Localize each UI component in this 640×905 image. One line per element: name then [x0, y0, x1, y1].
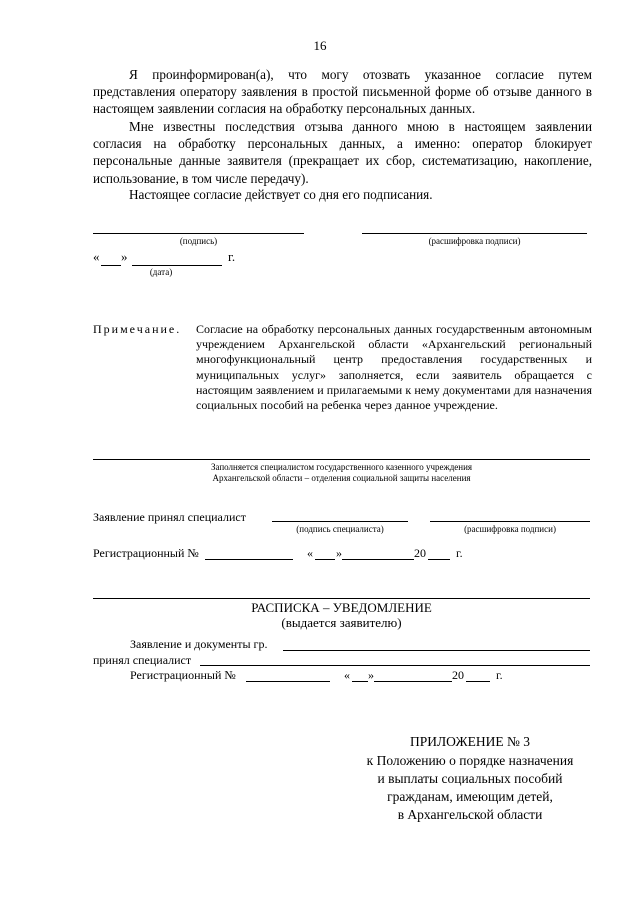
receipt-year-line[interactable]	[466, 681, 490, 682]
date-quote-close: »	[121, 249, 128, 264]
date-day-line[interactable]	[101, 265, 121, 266]
date-year-suffix: г.	[228, 249, 236, 264]
appendix-line-3: гражданам, имеющим детей,	[387, 789, 553, 804]
signature-caption: (подпись)	[179, 236, 218, 246]
appendix-line-2: и выплаты социальных пособий	[377, 771, 563, 786]
receipt-documents-label: Заявление и документы гр.	[130, 637, 268, 651]
date-month-line[interactable]	[132, 265, 222, 266]
specialist-fill-note-line2: Архангельской области – отделения социальной защиты населения	[212, 473, 471, 483]
receipt-day-line[interactable]	[352, 681, 368, 682]
reg-year-suffix: г.	[456, 546, 463, 560]
note-text: Согласие на обработку персональных данных государственным автономным учреждением Архангельской области «Архангельский региональный многофункциональный центр предоставления государственных и муниципальных услуг» заполняется, если заявитель обращается с настоящим заявлением и прилагаемыми к нему документами для назначения социальных пособий на ребенка через данное учреждение.	[196, 322, 592, 413]
paragraph-consequences: Мне известны последствия отзыва данного мною в настоящем заявлении согласия на обработку персональных данных, а именно: оператор блокирует персональные данные заявителя (прекращает их сбор, систематизацию, накопление, использование, в том числе передачу).	[93, 119, 592, 186]
appendix-line-1: к Положению о порядке назначения	[366, 753, 574, 768]
receipt-registration-line[interactable]	[246, 681, 330, 682]
paragraph-validity: Настоящее согласие действует со дня его подписания.	[129, 187, 433, 202]
paragraph-revocation: Я проинформирован(а), что могу отозвать указанное согласие путем представления оператору заявления в простой письменной форме об отзыве данного в настоящем заявлении согласия на обработку персональных данных.	[93, 67, 592, 117]
reg-day-line[interactable]	[315, 559, 335, 560]
decoding-line[interactable]	[362, 233, 587, 234]
appendix-line-4: в Архангельской области	[397, 807, 543, 822]
section-divider-line	[93, 459, 590, 460]
receipt-registration-label: Регистрационный №	[130, 668, 236, 682]
receipt-quote-close: »	[368, 668, 374, 682]
receipt-subtitle: (выдается заявителю)	[281, 615, 402, 630]
date-quote-open: «	[93, 249, 100, 264]
specialist-decoding-line[interactable]	[430, 521, 590, 522]
reg-quote-open: «	[307, 546, 313, 560]
registration-number-line[interactable]	[205, 559, 293, 560]
specialist-signature-caption: (подпись специалиста)	[296, 524, 384, 534]
appendix-title: ПРИЛОЖЕНИЕ № 3	[409, 734, 531, 749]
specialist-decoding-caption: (расшифровка подписи)	[464, 524, 556, 534]
applicant-name-line[interactable]	[283, 650, 590, 651]
receipt-divider-line	[93, 598, 590, 599]
signature-line[interactable]	[93, 233, 304, 234]
receipt-quote-open: «	[344, 668, 350, 682]
receipt-specialist-line[interactable]	[200, 665, 590, 666]
note-label: Примечание.	[93, 322, 182, 336]
reg-quote-close: »	[336, 546, 342, 560]
receipt-year-prefix: 20	[452, 668, 464, 682]
receipt-accepted-label: принял специалист	[93, 653, 192, 667]
receipt-year-suffix: г.	[496, 668, 503, 682]
accepted-by-specialist-label: Заявление принял специалист	[93, 510, 246, 524]
receipt-month-line[interactable]	[374, 681, 452, 682]
specialist-fill-note-line1: Заполняется специалистом государственного казенного учреждения	[210, 462, 473, 472]
reg-year-prefix: 20	[414, 546, 426, 560]
registration-number-label: Регистрационный №	[93, 546, 199, 560]
receipt-title: РАСПИСКА – УВЕДОМЛЕНИЕ	[251, 600, 432, 615]
specialist-signature-line[interactable]	[272, 521, 408, 522]
decoding-caption: (расшифровка подписи)	[428, 236, 521, 246]
reg-month-line[interactable]	[342, 559, 414, 560]
reg-year-line[interactable]	[428, 559, 450, 560]
date-caption: (дата)	[149, 267, 173, 277]
page-number: 16	[313, 38, 327, 53]
